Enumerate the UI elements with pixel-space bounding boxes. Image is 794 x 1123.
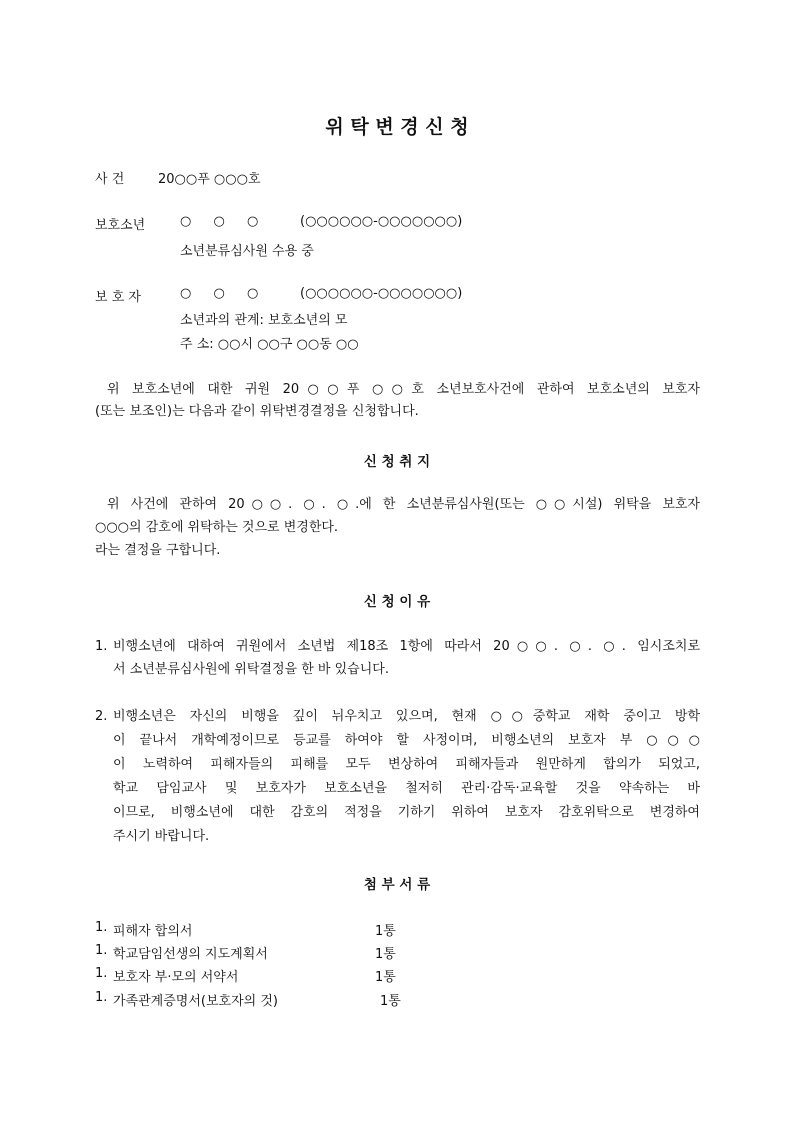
- reason-line: 이 노력하여 피해자들의 피해를 모두 변상하여 피해자들과 원만하게 합의가 되었고,: [113, 757, 700, 772]
- guardian-label: 보 호 자: [95, 290, 141, 305]
- attachments-heading: 첨 부 서 류: [363, 877, 431, 893]
- reasons-heading: 신 청 이 유: [363, 594, 431, 610]
- purpose-line: 위 사건에 관하여 20○○. ○. ○.에 한 소년분류심사원(또는 ○○시설) 위탁을 보호자: [107, 497, 700, 512]
- guardian-name: ○ ○ ○: [180, 286, 259, 301]
- guardian-relation: 소년과의 관계: 보호소년의 모: [180, 313, 348, 328]
- guardian-address: 주 소: ○○시 ○○구 ○○동 ○○: [180, 337, 359, 352]
- attachment-name: 학교담임선생의 지도계획서: [113, 947, 268, 962]
- document-title: 위 탁 변 경 신 청: [325, 116, 469, 138]
- intro-line: (또는 보조인)는 다음과 같이 위탁변경결정을 신청합니다.: [95, 404, 419, 419]
- reason-number: 1.: [95, 639, 108, 654]
- guardian-id: (○○○○○○-○○○○○○○): [300, 286, 463, 301]
- case-number: 20○○푸 ○○○호: [158, 172, 261, 187]
- attachment-count: 1통: [380, 994, 401, 1009]
- purpose-line: 라는 결정을 구합니다.: [95, 543, 221, 558]
- reason-line: 학교 담임교사 및 보호자가 보호소년을 철저히 관리·감독·교육할 것을 약속하는 바: [113, 781, 700, 796]
- purpose-line: ○○○의 감호에 위탁하는 것으로 변경한다.: [95, 520, 339, 535]
- reason-line: 비행소년에 대하여 귀원에서 소년법 제18조 1항에 따라서 20○○. ○. ○. 임시조치로: [113, 639, 700, 654]
- attachment-count: 1통: [375, 970, 396, 985]
- reason-line: 비행소년은 자신의 비행을 깊이 뉘우치고 있으며, 현재 ○○중학교 재학 중이고 방학: [113, 709, 700, 724]
- attachment-number: 1.: [95, 966, 108, 981]
- attachment-number: 1.: [95, 943, 108, 958]
- reason-number: 2.: [95, 709, 108, 724]
- attachment-count: 1통: [375, 947, 396, 962]
- juvenile-status: 소년분류심사원 수용 중: [180, 244, 314, 259]
- attachment-name: 가족관계증명서(보호자의 것): [113, 994, 278, 1009]
- reason-line: 서 소년분류심사원에 위탁결정을 한 바 있습니다.: [113, 662, 389, 677]
- reason-line: 이 끝나서 개학예정이므로 등교를 하여야 할 사정이며, 비행소년의 보호자 부 ○○○: [113, 733, 700, 748]
- juvenile-name: ○ ○ ○: [180, 214, 259, 229]
- attachment-name: 피해자 합의서: [113, 924, 193, 939]
- case-label: 사 건: [95, 172, 125, 187]
- attachment-count: 1통: [375, 924, 396, 939]
- intro-line: 위 보호소년에 대한 귀원 20○○푸 ○○호 소년보호사건에 관하여 보호소년의 보호자: [107, 382, 700, 397]
- reason-line: 이므로, 비행소년에 대한 감호의 적정을 기하기 위하여 보호자 감호위탁으로 변경하여: [113, 805, 700, 820]
- attachment-number: 1.: [95, 990, 108, 1005]
- juvenile-id: (○○○○○○-○○○○○○○): [300, 214, 463, 229]
- juvenile-label: 보호소년: [95, 218, 146, 233]
- attachment-name: 보호자 부·모의 서약서: [113, 970, 239, 985]
- reason-line: 주시기 바랍니다.: [113, 829, 210, 844]
- attachment-number: 1.: [95, 920, 108, 935]
- purpose-heading: 신 청 취 지: [363, 454, 431, 470]
